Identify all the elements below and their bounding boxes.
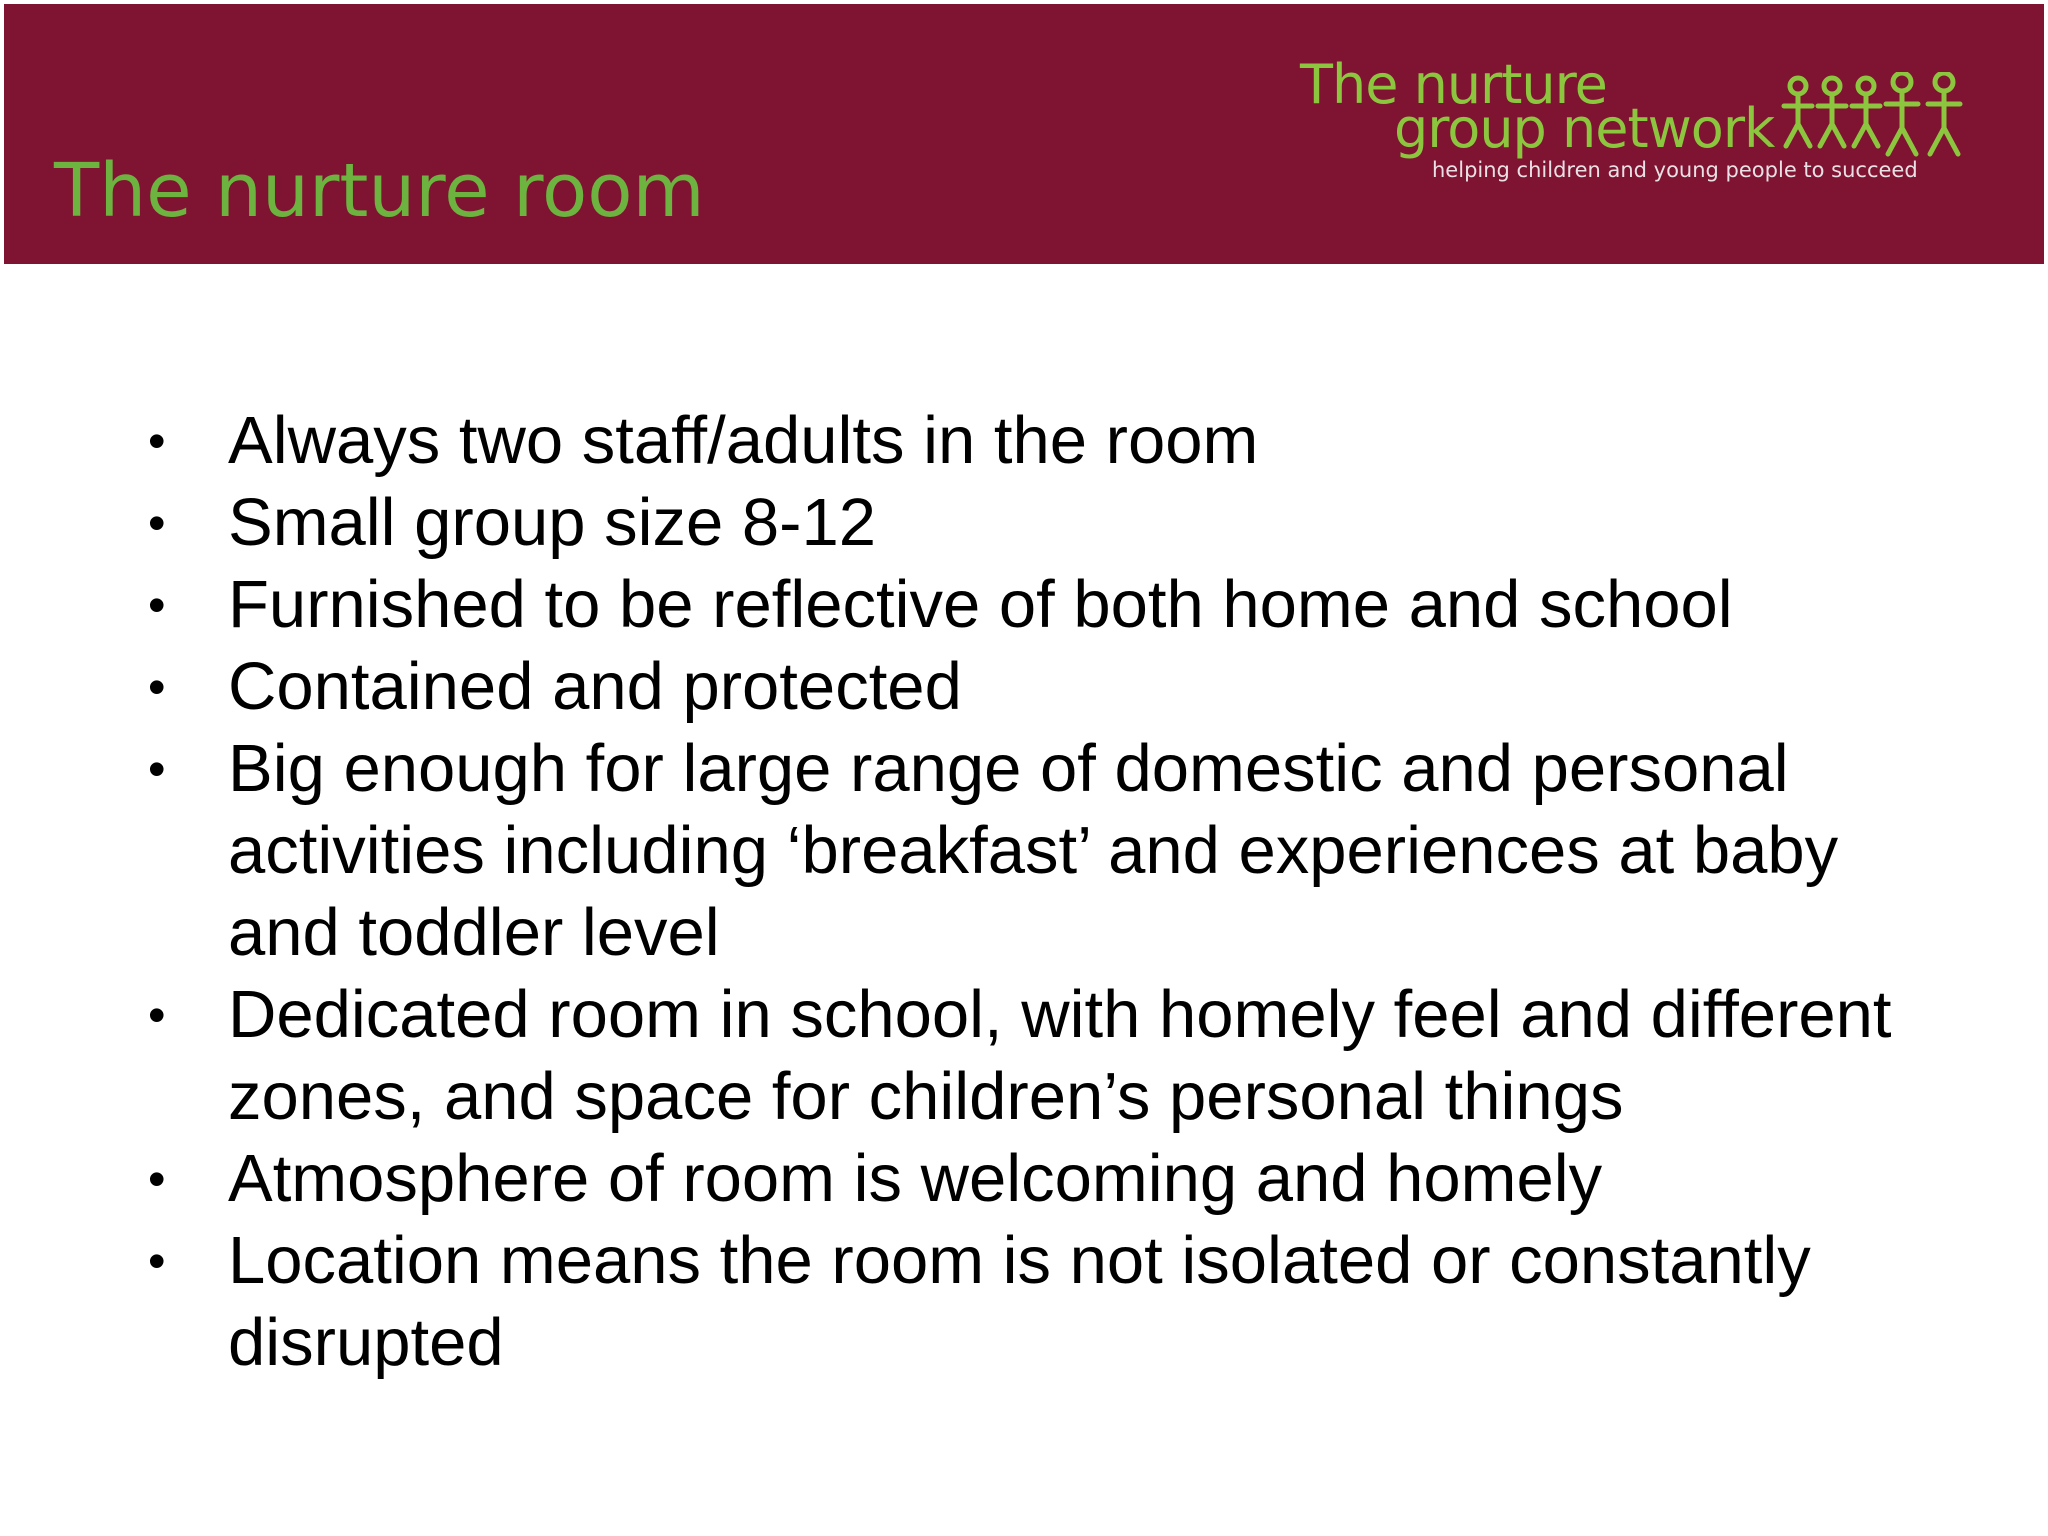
logo-tagline: helping children and young people to succeed: [1432, 158, 1918, 182]
bullet-text: Furnished to be reflective of both home and school: [228, 567, 1733, 642]
bullet-text: Always two staff/adults in the room: [228, 403, 1259, 478]
nurture-group-network-logo: [1294, 52, 2014, 192]
bullet-dot: •: [148, 1233, 166, 1289]
bullet-item: [148, 974, 1968, 1138]
bullet-list: [148, 400, 1968, 1384]
bullet-item: [148, 646, 1968, 728]
bullet-dot: •: [148, 577, 166, 633]
bullet-text: Location means the room is not isolated or constantly disrupted: [228, 1223, 1811, 1380]
bullet-dot: •: [148, 741, 166, 797]
bullet-item: [148, 400, 1968, 482]
bullet-text: Contained and protected: [228, 649, 962, 724]
bullet-dot: •: [148, 495, 166, 551]
bullet-text: Atmosphere of room is welcoming and homely: [228, 1141, 1603, 1216]
bullet-item: [148, 728, 1968, 974]
bullet-item: [148, 1138, 1968, 1220]
bullet-text: Big enough for large range of domestic and personal activities including ‘breakfast’ and experiences at baby and toddler level: [228, 731, 1839, 970]
header-band: [4, 4, 2044, 264]
bullet-text: Dedicated room in school, with homely feel and different zones, and space for children’s personal things: [228, 977, 1892, 1134]
bullet-item: [148, 564, 1968, 646]
slide-title: The nurture room: [54, 148, 705, 234]
bullet-item: [148, 1220, 1968, 1384]
bullet-dot: •: [148, 659, 166, 715]
logo-line-2: group network: [1394, 97, 1775, 160]
bullet-item: [148, 482, 1968, 564]
logo-line-1: The nurture: [1300, 53, 1607, 116]
bullet-dot: •: [148, 987, 166, 1043]
bullet-dot: •: [148, 413, 166, 469]
stick-figures-icon: [1780, 72, 1986, 162]
bullet-dot: •: [148, 1151, 166, 1207]
bullet-text: Small group size 8-12: [228, 485, 876, 560]
